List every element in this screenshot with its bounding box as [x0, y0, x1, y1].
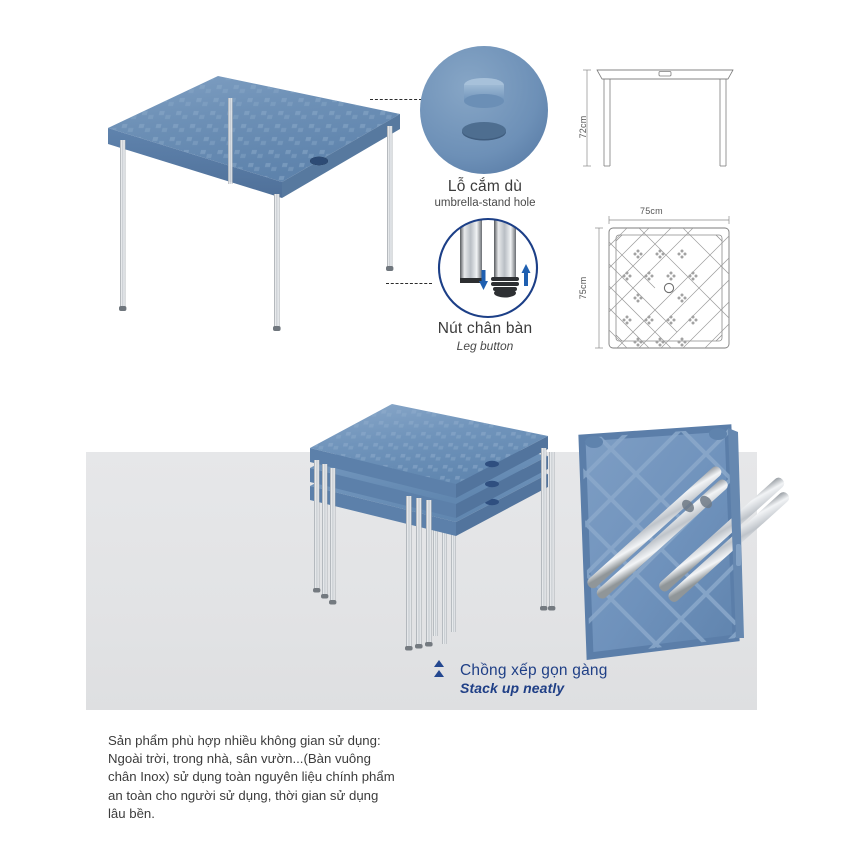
- top-view-depth-dimension: 75cm: [578, 276, 588, 300]
- product-description: [108, 732, 400, 823]
- hero-table-image: [100, 70, 410, 330]
- stack-caption-bullet: [434, 660, 444, 677]
- description-line-2: Ngoài trời, trong nhà, sân vườn...(Bàn vuông: [108, 751, 371, 767]
- leg-button-label: [400, 320, 570, 353]
- stack-caption-vi: Chồng xếp gọn gàng: [460, 662, 608, 679]
- description-line-1: Sản phẩm phù hợp nhiều không gian sử dụng:: [108, 733, 381, 748]
- top-view-drawing: [585, 218, 745, 368]
- description-line-3: chân Inox) sử dụng toàn nguyên liệu chính phẩm: [108, 769, 395, 785]
- umbrella-hole-label-vi: Lỗ cắm dù: [447, 178, 523, 195]
- triangle-up-icon-bottom: [434, 670, 444, 677]
- description-line-4: an toàn cho người sử dụng, thời gian sử dụng: [108, 787, 379, 803]
- description-line-5: lâu bền.: [108, 805, 155, 821]
- umbrella-hole-detail: [418, 44, 550, 176]
- umbrella-hole-label: [400, 178, 570, 209]
- front-view-height-dimension: 72cm: [578, 115, 588, 139]
- triangle-up-icon-top: [434, 660, 444, 667]
- umbrella-hole-label-en: umbrella-stand hole: [434, 197, 536, 209]
- front-elevation-drawing: [585, 60, 745, 180]
- stack-caption-en: Stack up neatly: [460, 680, 565, 696]
- leg-button-label-en: Leg button: [456, 339, 514, 353]
- leg-button-label-vi: Nút chân bàn: [437, 320, 533, 337]
- stacked-tables-image: [296, 386, 568, 654]
- leg-button-detail: [424, 214, 552, 326]
- leader-line-umbrella: [370, 99, 422, 100]
- top-view-width-dimension: 75cm: [640, 206, 663, 216]
- stack-caption: [460, 662, 608, 696]
- folded-table-image: [566, 424, 752, 668]
